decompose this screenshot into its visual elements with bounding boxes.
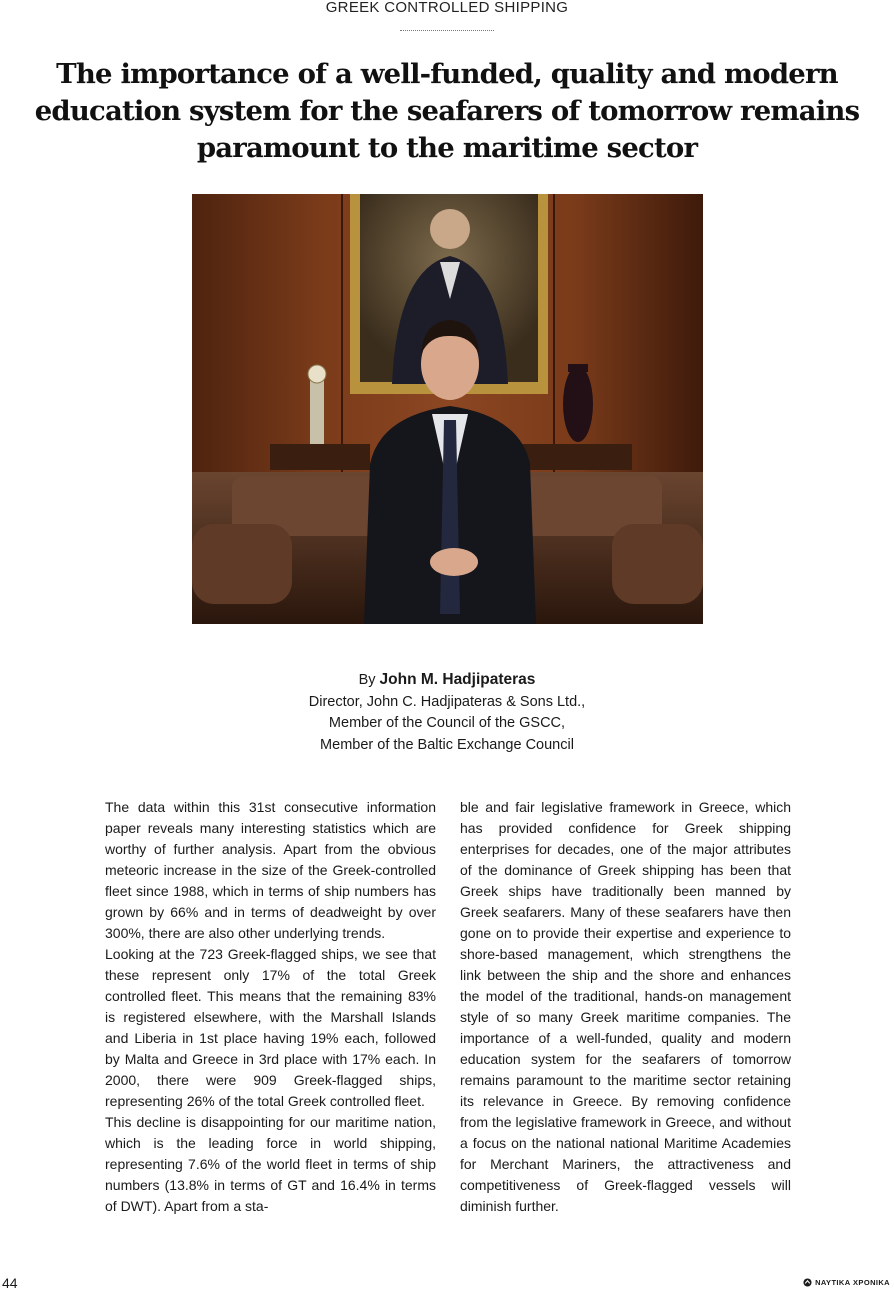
author-role: Director, John C. Hadjipateras & Sons Ltd.,	[308, 693, 586, 710]
paragraph: The data within this 31st consecutive information paper reveals many interesting statistics which are worthy of further analysis. Apart from the obvious meteoric increase in the size of the Greek-controlled fleet since 1988, which in terms of ship numbers has grown by 66% and in terms of deadweight by over 300%, there are also other underlying trends.	[105, 799, 436, 941]
footer-brand	[803, 1278, 890, 1287]
brand-name: ΝΑΥΤΙΚΑ ΧΡΟΝΙΚΑ	[815, 1278, 890, 1287]
article-column-left	[105, 797, 436, 1217]
byline-author-line	[0, 669, 894, 692]
byline-prefix: By	[358, 672, 376, 688]
author-role: Member of the Baltic Exchange Council	[320, 736, 574, 753]
logo-circle-icon	[803, 1278, 812, 1287]
author-portrait-photo	[192, 194, 703, 624]
section-header: GREEK CONTROLLED SHIPPING	[325, 0, 569, 16]
header-divider	[400, 30, 494, 31]
page-number: 44	[2, 1275, 18, 1291]
paragraph: Looking at the 723 Greek-flagged ships, we see that these represent only 17% of the total Greek controlled fleet. This means that the remaining 83% is registered elsewhere, with the Marshall Islands and Liberia in 1st place having 19% each, followed by Malta and Greece in 3rd place with 17% each. In 2000, there were 909 Greek-flagged ships, representing 26% of the total Greek controlled fleet.	[105, 946, 436, 1109]
byline	[0, 669, 894, 756]
author-role: Member of the Council of the GSCC,	[328, 715, 566, 731]
vase	[563, 366, 593, 442]
article-headline: The importance of a well-funded, quality and modern education system for the seafarers of tomorrow remains paramount to the maritime sector	[34, 58, 860, 164]
paragraph: This decline is disappointing for our maritime nation, which is the leading force in world shipping, representing 7.6% of the world fleet in terms of ship numbers (13.8% in terms of GT and 16.4% in terms of DWT). Apart from a sta-	[105, 1114, 436, 1214]
article-column-right	[460, 797, 791, 1217]
paragraph: ble and fair legislative framework in Greece, which has provided confidence for Greek shipping enterprises for decades, one of the major attributes of the dominance of Greek shipping has been that Greek ships have traditionally been manned by Greek seafarers. Many of these seafarers have then gone on to provide their expertise and experience to shore-based management, which strengthens the link between the ship and the shore and enhances the model of the traditional, hands-on management style of so many Greek maritime companies. The importance of a well-funded, quality and modern education system for the seafarers of tomorrow remains paramount to the maritime sector retaining its relevance in Greece. By removing confidence from the legislative framework in Greece, and without a focus on the national national Maritime Academies for Merchant Mariners, the attractiveness and competitiveness of Greek-flagged vessels will diminish further.	[460, 799, 791, 1214]
author-name: John M. Hadjipateras	[379, 671, 536, 688]
